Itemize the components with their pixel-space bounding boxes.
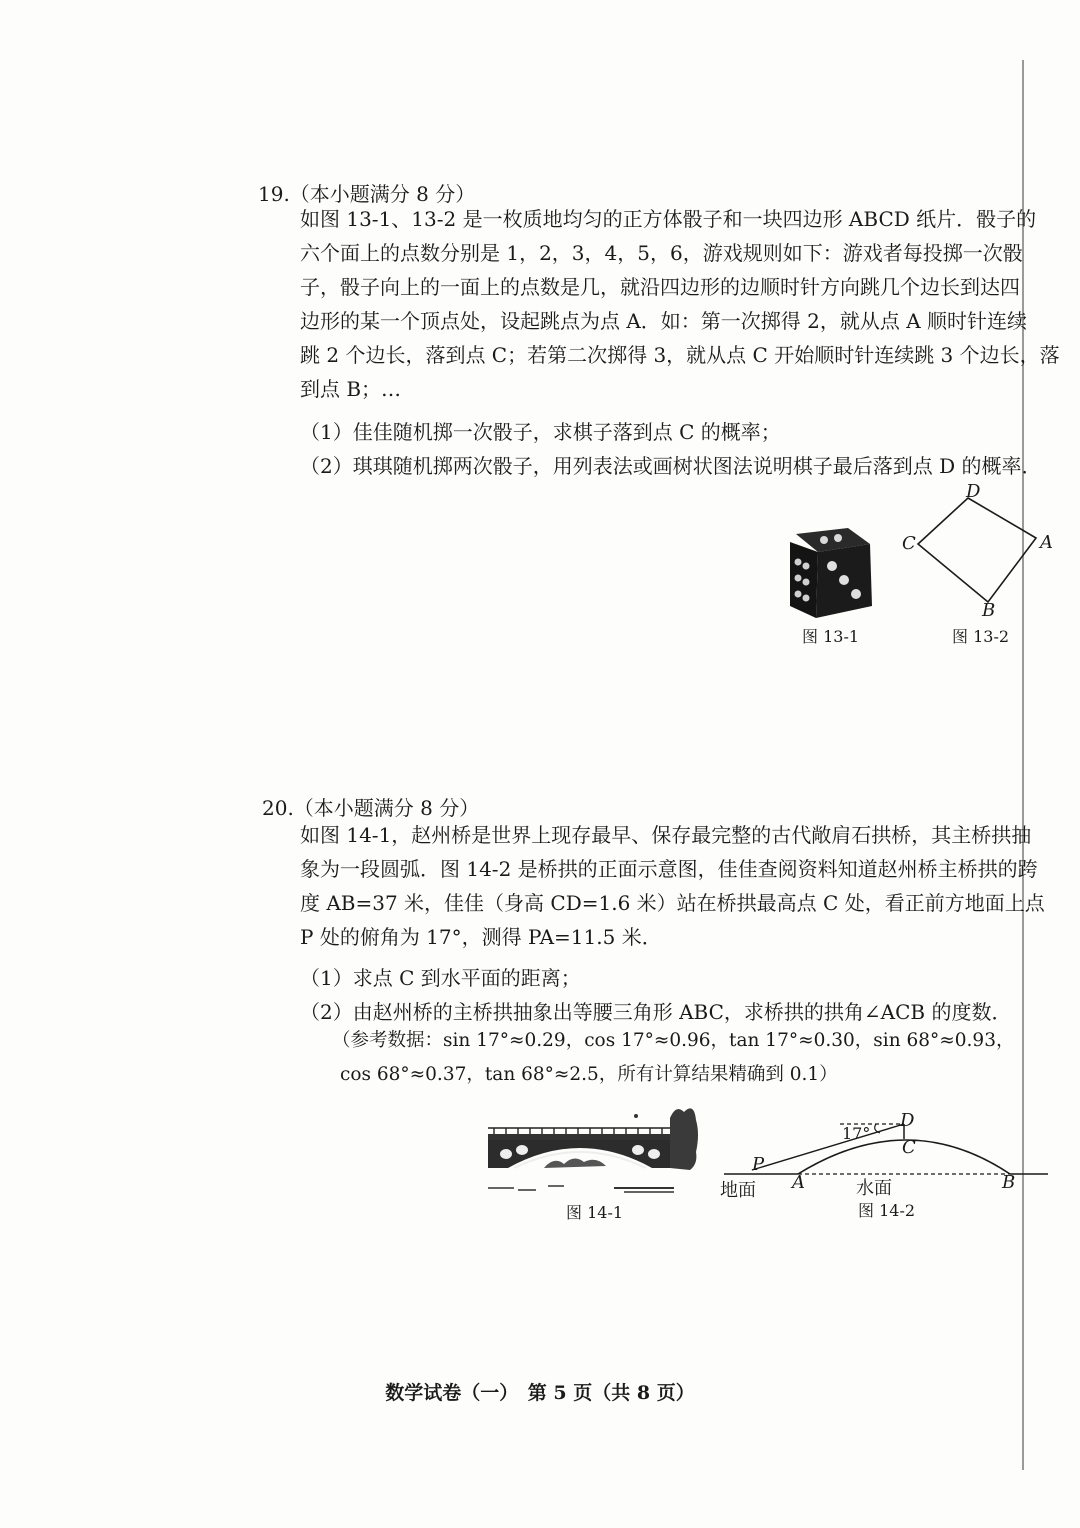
- fig14-1-caption: 图 14-1: [566, 1203, 624, 1222]
- q19-part1: （1）佳佳随机掷一次骰子，求棋子落到点 C 的概率；: [300, 420, 781, 444]
- arch-label-p: P: [752, 1154, 765, 1175]
- q20-line: 如图 14-1，赵州桥是世界上现存最早、保存最完整的古代敞肩石拱桥，其主桥拱抽: [300, 823, 1032, 847]
- q19-line: 到点 B；…: [300, 377, 402, 401]
- water-label: 水面: [856, 1178, 892, 1199]
- label-b: B: [982, 600, 996, 621]
- q20-line: 象为一段圆弧．图 14-2 是桥拱的正面示意图，佳佳查阅资料知道赵州桥主桥拱的跨: [300, 857, 1038, 881]
- q20-body: [300, 818, 1052, 954]
- q19-line: 跳 2 个边长，落到点 C；若第二次掷得 3，就从点 C 开始顺时针连续跳 3 个边长，落: [300, 343, 1060, 367]
- q19-line: 如图 13-1、13-2 是一枚质地均匀的正方体骰子和一块四边形 ABCD 纸片．骰子的: [300, 207, 1037, 231]
- label-a: A: [1040, 532, 1053, 553]
- dice-figure: [786, 526, 878, 622]
- q19-line: 边形的某一个顶点处，设起跳点为点 A．如：第一次掷得 2，就从点 A 顺时针连续: [300, 309, 1028, 333]
- q19-line: 子，骰子向上的一面上的点数是几，就沿四边形的边顺时针方向跳几个边长到达四: [300, 275, 1020, 299]
- fig13-1-caption: 图 13-1: [802, 627, 860, 646]
- q19-part2: （2）琪琪随机掷两次骰子，用列表法或画树状图法说明棋子最后落到点 D 的概率．: [300, 454, 1042, 478]
- q20-reference-line2: cos 68°≈0.37，tan 68°≈2.5，所有计算结果精确到 0.1）: [340, 1064, 838, 1085]
- q20-reference-line1: （参考数据：sin 17°≈0.29，cos 17°≈0.96，tan 17°≈0.30，sin 68°≈0.93，: [332, 1030, 1015, 1051]
- q19-heading: 19.（本小题满分 8 分）: [258, 182, 476, 206]
- arch-label-d: D: [900, 1110, 915, 1131]
- q20-line: 度 AB=37 米，佳佳（身高 CD=1.6 米）站在桥拱最高点 C 处，看正前方地面上点: [300, 891, 1045, 915]
- label-d: D: [966, 481, 981, 502]
- angle-label: 17°: [842, 1124, 871, 1143]
- arch-label-c: C: [902, 1137, 916, 1158]
- q20-part1: （1）求点 C 到水平面的距离；: [300, 966, 581, 990]
- quadrilateral-figure: [900, 484, 1060, 624]
- q20-line: P 处的俯角为 17°，测得 PA=11.5 米．: [300, 925, 662, 949]
- bridge-photo-figure: [484, 1098, 700, 1196]
- label-c: C: [902, 533, 916, 554]
- ground-label: 地面: [720, 1180, 756, 1201]
- fig14-2-caption: 图 14-2: [858, 1201, 916, 1220]
- page-footer: 数学试卷（一） 第 5 页（共 8 页）: [385, 1382, 695, 1404]
- q19-line: 六个面上的点数分别是 1，2，3，4，5，6，游戏规则如下：游戏者每投掷一次骰: [300, 241, 1023, 265]
- arch-label-a: A: [792, 1172, 805, 1193]
- q20-part2: （2）由赵州桥的主桥拱抽象出等腰三角形 ABC，求桥拱的拱角∠ACB 的度数．: [300, 1000, 1012, 1024]
- q20-heading: 20.（本小题满分 8 分）: [262, 796, 480, 820]
- q19-body: [300, 202, 1060, 406]
- fig13-2-caption: 图 13-2: [952, 627, 1010, 646]
- arch-label-b: B: [1002, 1172, 1016, 1193]
